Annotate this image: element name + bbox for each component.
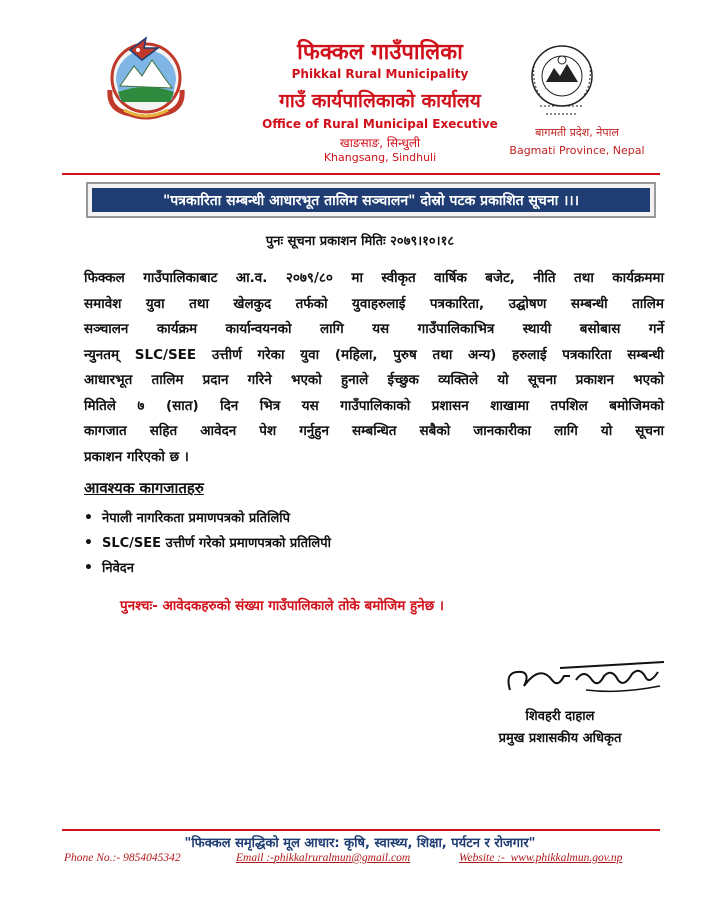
list-item (84, 506, 331, 531)
paragraph-line: आधारभूत तालिम प्रदान गरिने भएको हुनाले ईच्छुक व्यक्तिले यो सूचना प्रकाशन भएको (84, 372, 664, 388)
paragraph-line: समावेश युवा तथा खेलकुद तर्फको युवाहरुलाई पत्रकारिता, उद्घोषण सम्बन्धी तालिम (84, 295, 664, 312)
email-address[interactable]: phikkalruralmun@gmail.com (274, 852, 411, 864)
postscript: पुनश्चः- आवेदकहरुको संख्या गाउँपालिकाले तोके बमोजिम हुनेछ । (120, 598, 444, 614)
list-item (84, 531, 331, 556)
phone-label: Phone No.:- (64, 852, 121, 864)
website-link[interactable]: www.phikkalmun.gov.np (510, 852, 623, 864)
office-name-english: Office of Rural Municipal Executive (262, 117, 498, 131)
requirement-text: निवेदन (102, 561, 134, 576)
signatory-title: प्रमुख प्रशासकीय अधिकृत (498, 731, 622, 746)
republish-date: पुनः सूचना प्रकाशन मितिः २०७९।१०।१८ (265, 234, 455, 249)
address-english: Khangsang, Sindhuli (323, 151, 437, 164)
email-label: Email :- (236, 852, 275, 864)
municipality-name-english: Phikkal Rural Municipality (291, 67, 469, 81)
footer-website[interactable] (459, 852, 622, 864)
requirements-list (84, 506, 331, 581)
address-devanagari: खाङसाङ, सिन्धुली (339, 136, 421, 150)
office-name-devanagari: गाउँ कार्यपालिकाको कार्यालय (279, 90, 481, 112)
requirement-text: SLC/SEE उत्तीर्ण गरेको प्रमाणपत्रको प्रतिलिपी (102, 536, 331, 551)
phone-number: 9854045342 (123, 852, 181, 864)
list-item (84, 556, 331, 581)
province-devanagari: बागमती प्रदेश, नेपाल (535, 126, 619, 139)
signatory-name: शिवहरी दाहाल (525, 709, 595, 724)
notice-banner-inner (92, 188, 650, 212)
paragraph-line: न्युनतम् SLC/SEE उत्तीर्ण गरेका युवा (महिला, पुरुष तथा अन्य) हरुलाई पत्रकारिता सम्बन्धी (84, 346, 664, 363)
bullet-icon: • (84, 510, 93, 526)
requirement-text: नेपाली नागरिकता प्रमाणपत्रको प्रतिलिपि (102, 511, 291, 526)
footer-email[interactable] (236, 852, 410, 864)
paragraph-line: कागजात सहित आवेदन पेश गर्नुहुन सम्बन्धित सबैको जानकारीका लागि यो सूचना (84, 423, 664, 439)
website-label: Website :- (459, 852, 505, 864)
paragraph-line: फिक्कल गाउँपालिकाबाट आ.व. २०७९/८० मा स्वीकृत वार्षिक बजेट, नीति तथा कार्यक्रममा (84, 270, 664, 286)
nepal-coat-of-arms-icon (100, 30, 192, 122)
footer-slogan: "फिक्कल समृद्धिको मूल आधार: कृषि, स्वास्थ्य, शिक्षा, पर्यटन र रोजगार" (184, 836, 536, 851)
footer-divider (62, 829, 660, 831)
notice-title: "पत्रकारिता सम्बन्धी आधारभूत तालिम सञ्चालन" दोस्रो पटक प्रकाशित सूचना ।।। (162, 192, 580, 209)
header-divider (62, 173, 660, 175)
province-english: Bagmati Province, Nepal (509, 144, 645, 157)
bullet-icon: • (84, 560, 93, 576)
bullet-icon: • (84, 535, 93, 551)
paragraph-line: प्रकाशन गरिएको छ । (84, 448, 189, 465)
paragraph-line: सञ्चालन कार्यक्रम कार्यान्वयनको लागि यस गाउँपालिकाभित्र स्थायी बसोबास गर्ने (84, 321, 664, 337)
notice-banner (86, 182, 656, 218)
notice-paragraph (84, 266, 664, 470)
requirements-heading: आवश्यक कागजातहरु (84, 479, 204, 497)
municipality-name-devanagari: फिक्कल गाउँपालिका (297, 40, 463, 65)
footer-phone (64, 852, 181, 864)
handwritten-signature-icon (500, 650, 670, 702)
paragraph-line: मितिले ७ (सात) दिन भित्र यस गाउँपालिकाको प्रशासन शाखामा तपशिल बमोजिमको (84, 397, 664, 414)
